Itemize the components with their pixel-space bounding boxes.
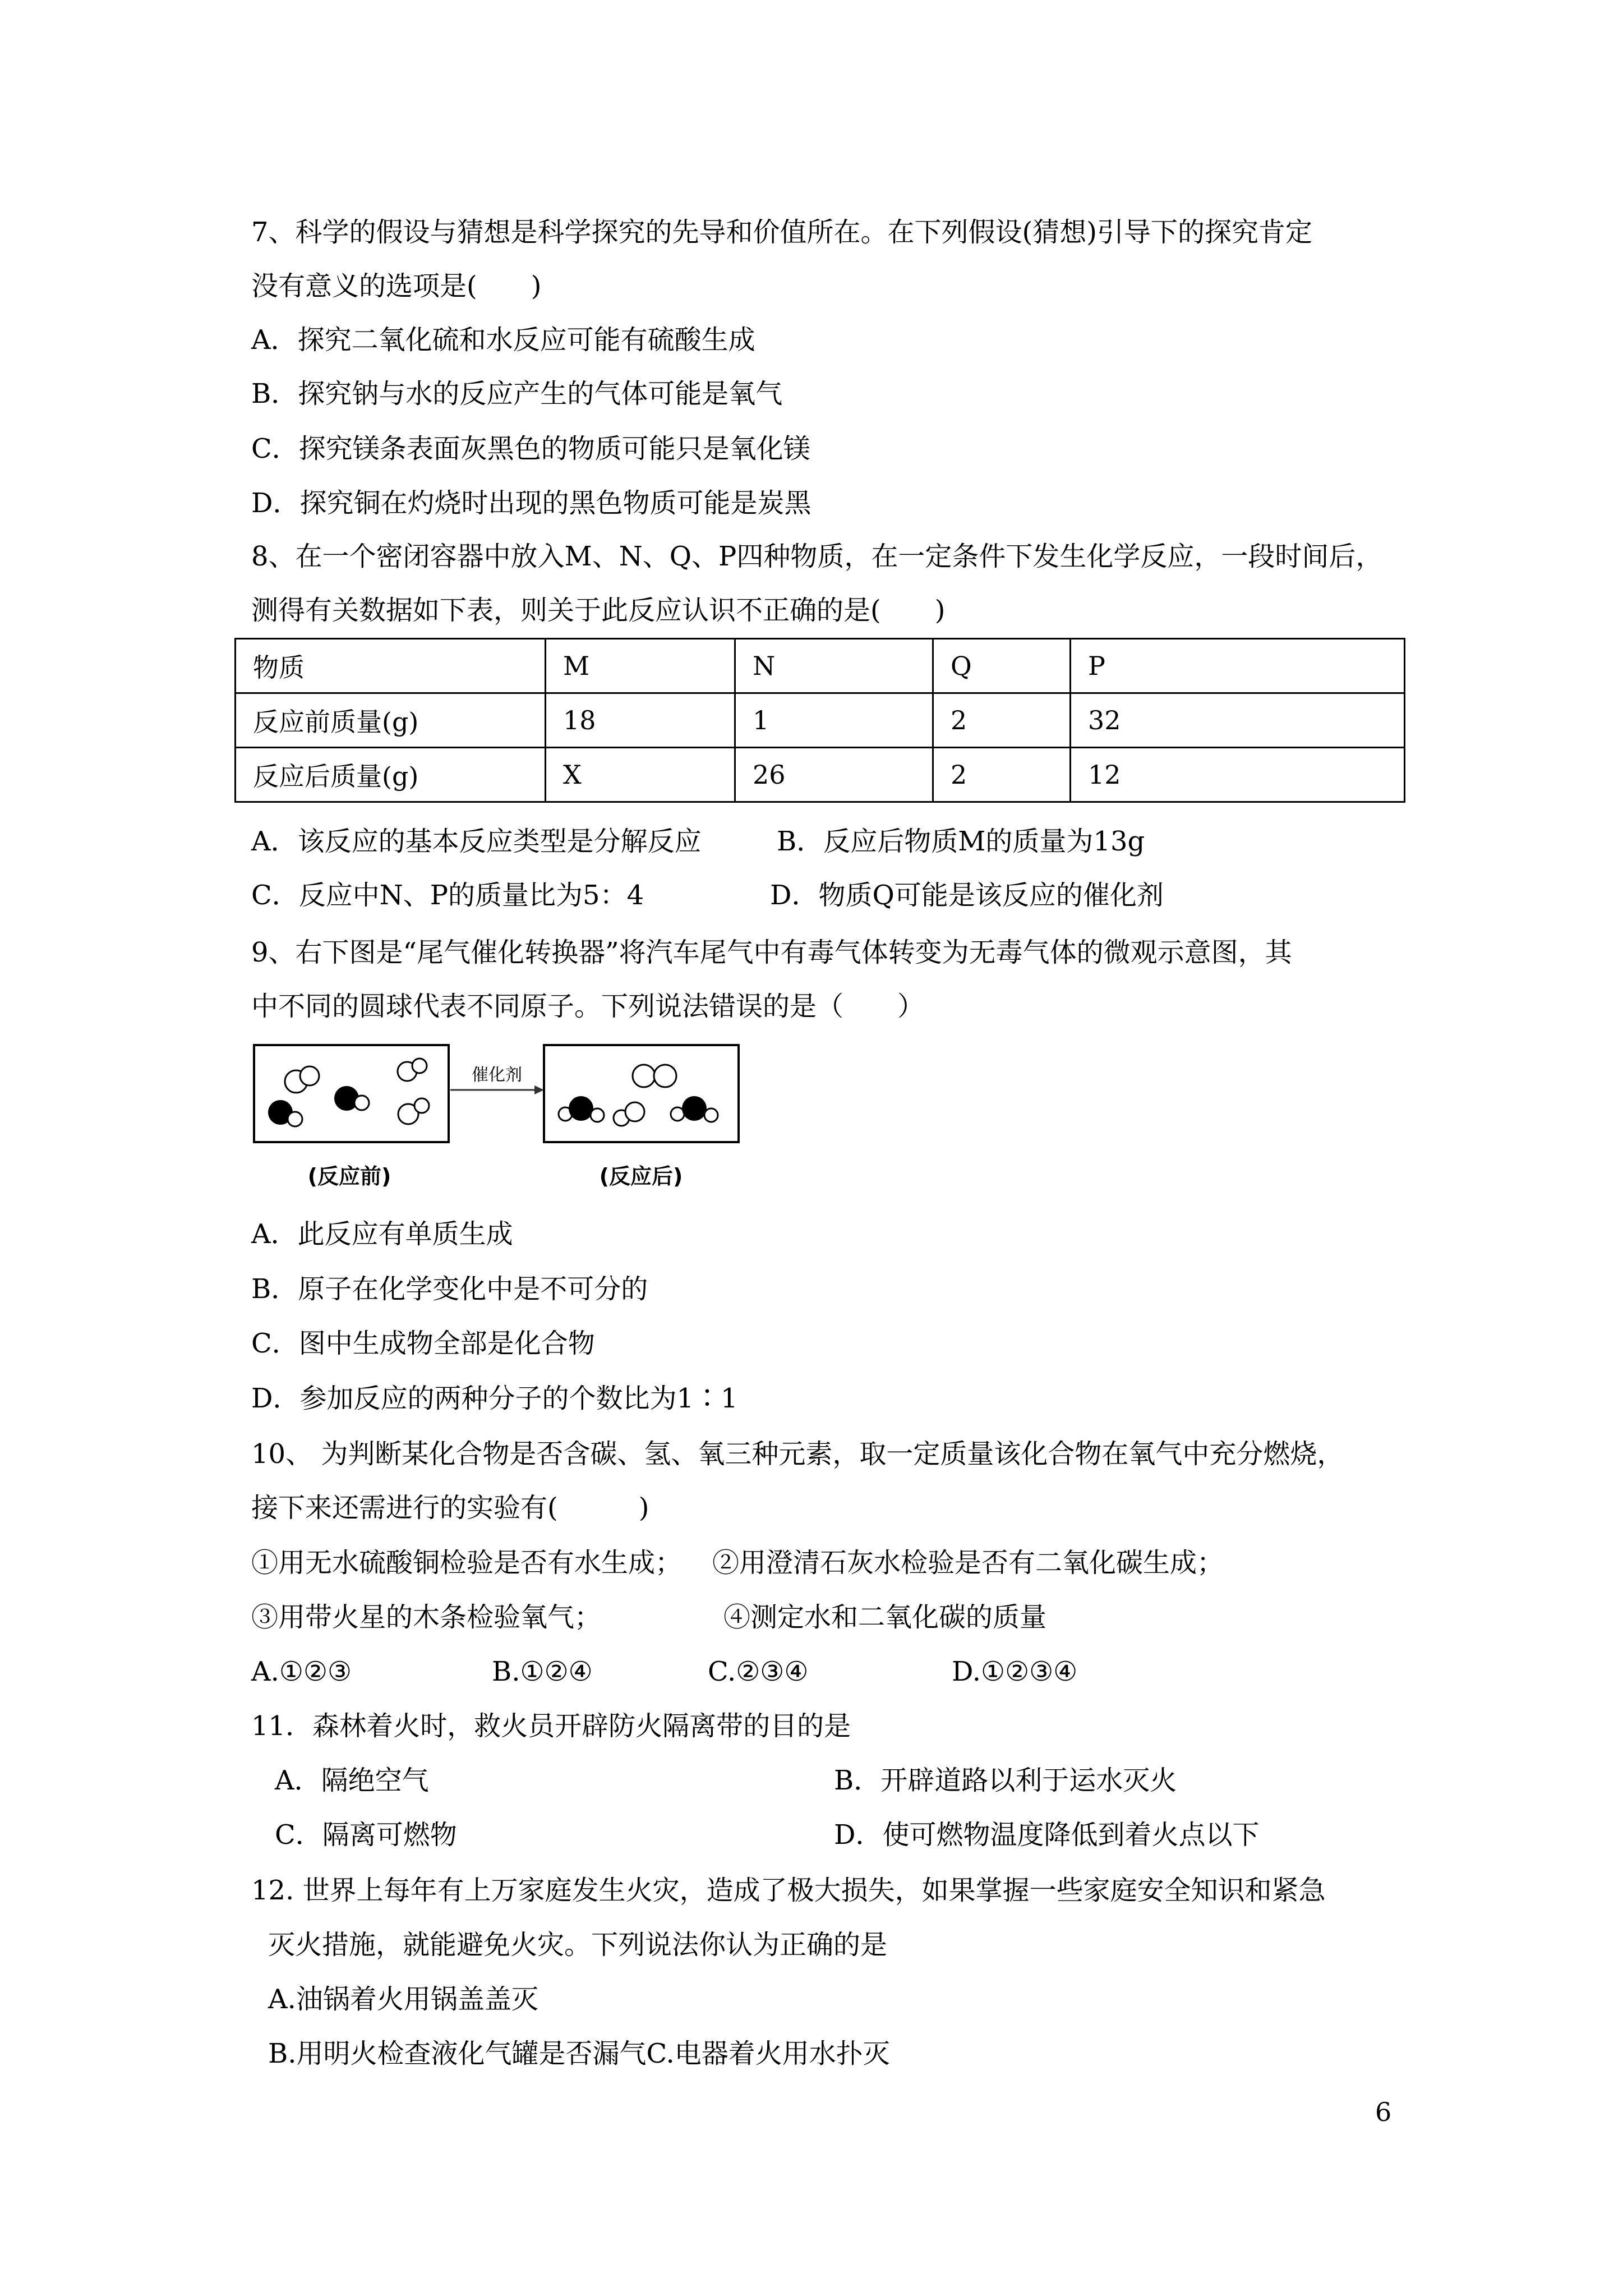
reaction-arrow [450, 1065, 544, 1094]
q8-data-table [234, 638, 1405, 803]
table-cell: 12 [1071, 748, 1405, 802]
q12-stem-line2: 灭火措施，就能避免火灾。下列说法你认为正确的是 [268, 1929, 888, 1961]
q9-option-d: D．参加反应的两种分子的个数比为1∶1 [251, 1383, 738, 1414]
table-row [236, 748, 1405, 802]
table-cell: 反应前质量(g) [236, 693, 546, 748]
table-row [236, 639, 1405, 693]
q11-stem: 11．森林着火时，救火员开辟防火隔离带的目的是 [251, 1710, 851, 1742]
q8-option-d: D．物质Q可能是该反应的催化剂 [770, 880, 1164, 911]
q12-option-bc: B.用明火检查液化气罐是否漏气C.电器着火用水扑灭 [268, 2038, 890, 2069]
table-cell: P [1071, 639, 1405, 693]
table-cell: 26 [735, 748, 933, 802]
q7-stem-line2: 没有意义的选项是( ) [251, 270, 542, 302]
q10-choice-b: B.①②④ [492, 1656, 593, 1687]
table-cell: 18 [546, 693, 735, 748]
q10-stem-line2: 接下来还需进行的实验有( ) [251, 1492, 649, 1524]
q9-option-a: A．此反应有单质生成 [251, 1218, 513, 1250]
table-cell: 2 [933, 693, 1071, 748]
table-cell: X [546, 748, 735, 802]
q7-option-b: B．探究钠与水的反应产生的气体可能是氧气 [251, 378, 783, 409]
table-cell: 2 [933, 748, 1071, 802]
q8-option-a: A．该反应的基本反应类型是分解反应 [251, 826, 702, 857]
q11-option-b: B．开辟道路以利于运水灭火 [834, 1765, 1177, 1796]
q11-option-c: C．隔离可燃物 [275, 1819, 457, 1851]
page-number: 6 [1375, 2097, 1392, 2127]
q12-stem-line1: 12. 世界上每年有上万家庭发生火灾，造成了极大损失，如果掌握一些家庭安全知识和紧急 [251, 1875, 1326, 1906]
q9-option-c: C．图中生成物全部是化合物 [251, 1328, 595, 1359]
q8-stem-line2: 测得有关数据如下表，则关于此反应认识不正确的是( ) [251, 595, 946, 626]
q10-stem-line1: 10、 为判断某化合物是否含碳、氢、氧三种元素，取一定质量该化合物在氧气中充分燃烧， [251, 1438, 1344, 1470]
table-cell: 物质 [236, 639, 546, 693]
table-cell: N [735, 639, 933, 693]
q9-stem-line1: 9、右下图是“尾气催化转换器”将汽车尾气中有毒气体转变为无毒气体的微观示意图，其 [251, 937, 1292, 968]
q8-stem-line1: 8、在一个密闭容器中放入M、N、Q、P四种物质，在一定条件下发生化学反应，一段时间后， [251, 541, 1383, 572]
table-cell: Q [933, 639, 1071, 693]
q10-item-4: ④测定水和二氧化碳的质量 [723, 1602, 1047, 1633]
q12-option-a: A.油锅着火用锅盖盖灭 [268, 1984, 538, 2015]
q10-item-3: ③用带火星的木条检验氧气； [251, 1602, 602, 1633]
q11-option-d: D．使可燃物温度降低到着火点以下 [834, 1819, 1260, 1851]
before-label: (反应前) [307, 1164, 391, 1189]
after-reaction-box [544, 1045, 739, 1142]
table-cell: 1 [735, 693, 933, 748]
q8-option-c: C．反应中N、P的质量比为5：4 [251, 880, 644, 911]
q9-stem-line2: 中不同的圆球代表不同原子。下列说法错误的是（ ） [251, 991, 925, 1022]
before-reaction-box [254, 1045, 449, 1142]
q10-choice-a: A.①②③ [251, 1656, 352, 1687]
q10-item-1: ①用无水硫酸铜检验是否有水生成； [251, 1547, 683, 1579]
table-cell: 32 [1071, 693, 1405, 748]
table-row [236, 693, 1405, 748]
q7-option-a: A．探究二氧化硫和水反应可能有硫酸生成 [251, 324, 755, 356]
catalyst-label: 催化剂 [472, 1065, 522, 1085]
q8-option-b: B．反应后物质M的质量为13g [777, 826, 1145, 857]
q11-option-a: A．隔绝空气 [275, 1765, 429, 1796]
q10-choice-c: C.②③④ [708, 1656, 809, 1687]
q7-option-c: C．探究镁条表面灰黑色的物质可能只是氧化镁 [251, 433, 810, 464]
table-cell: M [546, 639, 735, 693]
catalytic-converter-diagram [251, 1042, 756, 1199]
q7-option-d: D．探究铜在灼烧时出现的黑色物质可能是炭黑 [251, 487, 811, 519]
q9-option-b: B．原子在化学变化中是不可分的 [251, 1273, 648, 1305]
q10-choice-d: D.①②③④ [952, 1656, 1078, 1687]
table-cell: 反应后质量(g) [236, 748, 546, 802]
q7-stem-line1: 7、科学的假设与猜想是科学探究的先导和价值所在。在下列假设(猜想)引导下的探究肯定 [251, 217, 1312, 248]
after-label: (反应后) [599, 1164, 683, 1189]
q10-item-2: ②用澄清石灰水检验是否有二氧化碳生成； [712, 1547, 1224, 1579]
